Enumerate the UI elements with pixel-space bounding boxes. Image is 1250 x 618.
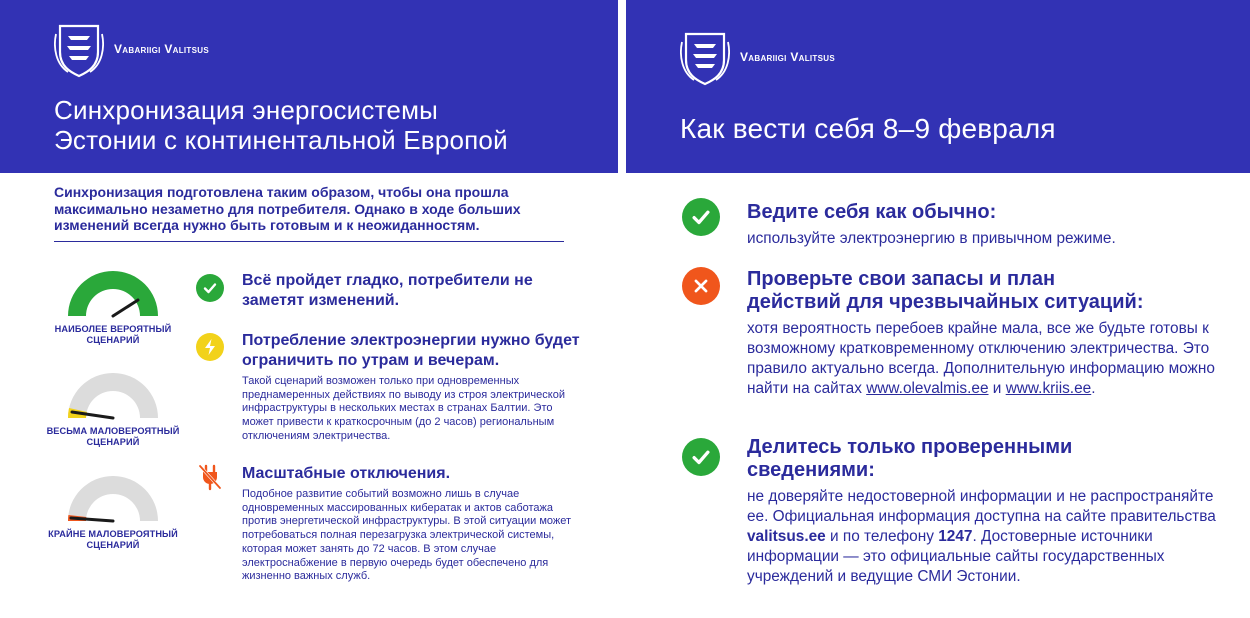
item-2-and: и: [992, 380, 1002, 397]
scenario-1-title: Всё пройдет гладко, потребители не заметят изменений.: [242, 272, 533, 309]
cross-icon: [682, 267, 720, 305]
title-line-2: Эстонии с континентальной Европой: [54, 125, 508, 155]
check-icon: [196, 274, 224, 302]
item-2-title-line-2: действий для чрезвычайных ситуаций:: [747, 290, 1144, 313]
coat-of-arms-logo: [54, 22, 104, 78]
gauge-label-very-unlikely: ВЕСЬМА МАЛОВЕРОЯТНЫЙ СЦЕНАРИЙ: [46, 426, 180, 447]
item-3-title: [747, 436, 1227, 481]
item-3-title-line-1: Делитесь только проверенными: [747, 436, 1073, 458]
olevalmis-link[interactable]: www.olevalmis.ee: [866, 380, 989, 397]
item-3-text: [747, 487, 1227, 587]
check-icon: [682, 198, 720, 236]
gauge-most-likely: [58, 258, 168, 318]
phone-number: 1247: [938, 528, 973, 545]
item-3-title-line-2: сведениями:: [747, 458, 875, 481]
scenario-2-title: Потребление электроэнергии нужно будет ограничить по утрам и вечерам.: [242, 332, 580, 369]
panel-gutter: [618, 0, 626, 618]
right-panel: [626, 0, 1250, 618]
unplugged-icon: [196, 463, 224, 491]
scenario-3-text: Подобное развитие событий возможно лишь в случае одновременных массированных кибератак и актов саботажа против энергетической инфраструктуры. В этой ситуации может потребоваться полная перезагрузка электрической системы, которая может занять до 72 часов. В этом случае электроснабжение в первую очередь будет обеспечено для жизненно важных служб.: [242, 488, 572, 583]
item-2-text: [747, 319, 1227, 399]
brand-name: Vabariigi Valitsus: [114, 42, 209, 56]
left-header: [0, 0, 618, 173]
scenario-2-text: Такой сценарий возможен только при одновременных преднамеренных действиях по выводу из строя электрической инфраструктуры в нескольких местах в странах Балтии. Это может привести к краткосрочным (до 2 часов) региональным отключениям электричества.: [242, 375, 565, 442]
item-1-text: используйте электроэнергию в привычном режиме.: [747, 230, 1116, 247]
divider: [54, 241, 564, 242]
lightning-icon: [196, 333, 224, 361]
title-line-1: Синхронизация энергосистемы: [54, 95, 439, 125]
item-1-title: Ведите себя как обычно:: [747, 201, 997, 223]
item-3-body-c: . Достоверные источники информации — это официальные сайты государственных учреждений и ведущие СМИ Эстонии.: [747, 528, 1165, 585]
item-3-body-b: и по телефону: [830, 528, 934, 545]
coat-of-arms-logo: [680, 30, 730, 86]
valitsus-link[interactable]: valitsus.ee: [747, 528, 826, 545]
left-panel: [0, 0, 618, 618]
gauge-very-unlikely: [58, 360, 168, 420]
check-icon: [682, 438, 720, 476]
brand-name: Vabariigi Valitsus: [740, 50, 835, 64]
scenario-3-title: Масштабные отключения.: [242, 465, 451, 482]
item-2-end: .: [1091, 380, 1096, 397]
item-2-title: [747, 268, 1227, 313]
page-title: Как вести себя 8–9 февраля: [680, 113, 1056, 144]
gauge-label-most-likely: НАИБОЛЕЕ ВЕРОЯТНЫЙ СЦЕНАРИЙ: [54, 324, 172, 345]
gauge-extremely-unlikely: [58, 463, 168, 523]
page-title: [54, 95, 594, 155]
kriis-link[interactable]: www.kriis.ee: [1005, 380, 1092, 397]
item-3-body-a: не доверяйте недостоверной информации и не распространяйте ее. Официальная информация доступна на сайте правительства: [747, 488, 1216, 525]
item-2-title-line-1: Проверьте свои запасы и план: [747, 268, 1056, 290]
item-2-body: хотя вероятность перебоев крайне мала, все же будьте готовы к возможному кратковременному отключению электричества. Это правило актуально всегда. Дополнительную информацию можно найти на сайтах: [747, 320, 1215, 397]
intro-text: Синхронизация подготовлена таким образом, чтобы она прошла максимально незаметно для потребителя. Однако в ходе больших изменений всегда нужно быть готовым и к неожиданностям.: [54, 184, 521, 233]
gauge-label-extremely-unlikely: КРАЙНЕ МАЛОВЕРОЯТНЫЙ СЦЕНАРИЙ: [48, 529, 178, 550]
right-header: [626, 0, 1250, 173]
